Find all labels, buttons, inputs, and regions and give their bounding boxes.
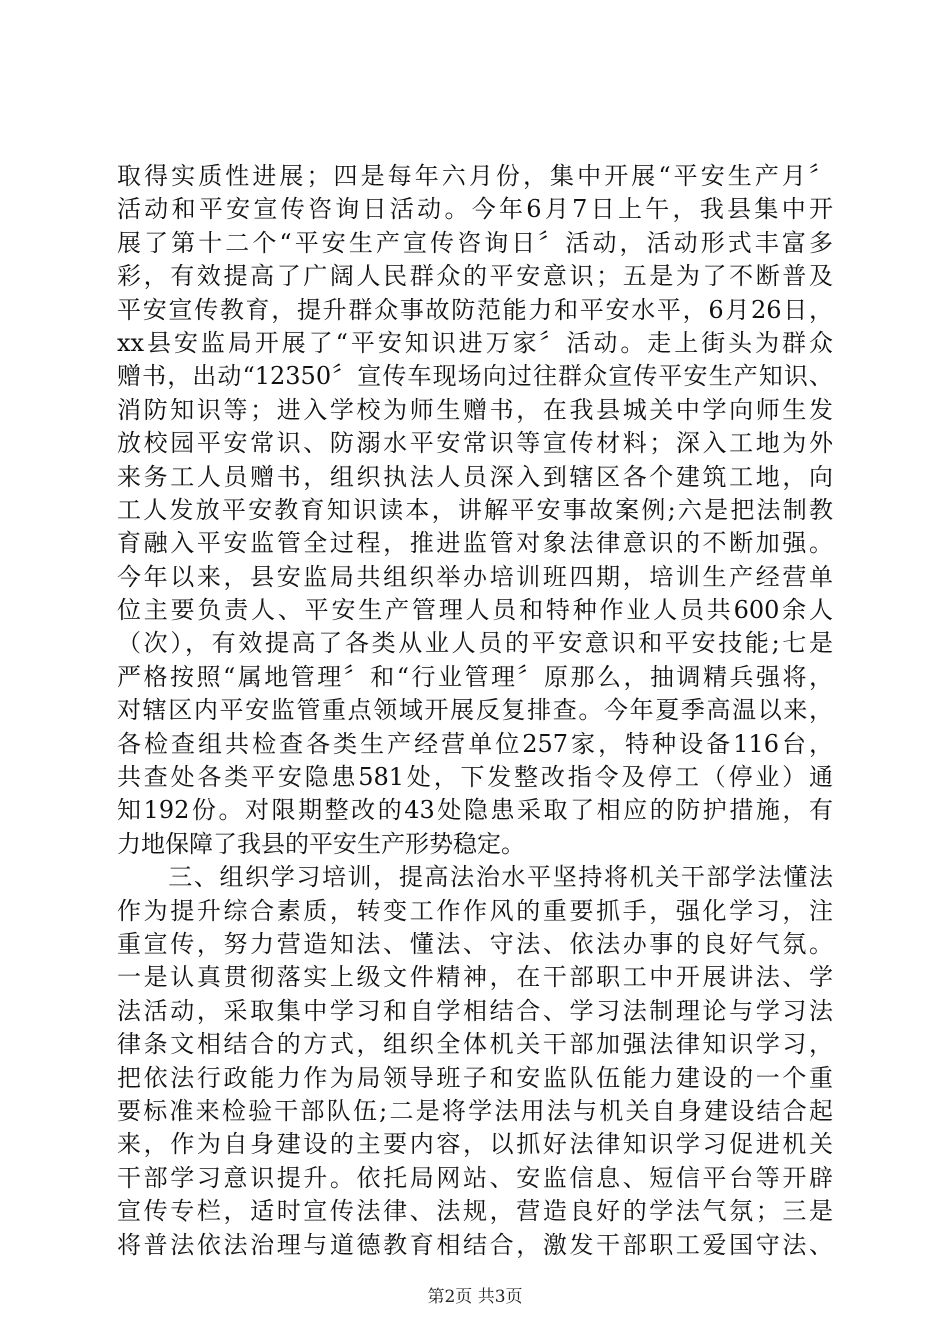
text-line: 法活动，采取集中学习和自学相结合、学习法制理论与学习法 <box>117 996 833 1025</box>
text-line: 共查处各类平安隐患581处，下发整改指令及停工（停业）通 <box>117 763 833 792</box>
text-line: 律条文相结合的方式，组织全体机关干部加强法律知识学习， <box>117 1030 833 1059</box>
text-line: 平安宣传教育，提升群众事故防范能力和平安水平，6月26日， <box>117 295 833 324</box>
text-line: 彩，有效提高了广阔人民群众的平安意识；五是为了不断普及 <box>117 262 833 291</box>
text-line: 重宣传，努力营造知法、懂法、守法、依法办事的良好气氛。 <box>117 929 833 958</box>
section-heading-line: 三、组织学习培训，提高法治水平坚持将机关干部学法懂法 <box>117 863 833 892</box>
text-line: 展了第十二个“平安生产宣传咨询日〞活动，活动形式丰富多 <box>117 228 833 257</box>
document-body <box>117 160 833 1262</box>
text-line: 将普法依法治理与道德教育相结合，激发干部职工爱国守法、 <box>117 1230 833 1259</box>
text-line: 宣传专栏，适时宣传法律、法规，营造良好的学法气氛；三是 <box>117 1197 833 1226</box>
text-line: 来，作为自身建设的主要内容，以抓好法律知识学习促进机关 <box>117 1130 833 1159</box>
text-line: 作为提升综合素质，转变工作作风的重要抓手，强化学习，注 <box>117 896 833 925</box>
text-line: （次），有效提高了各类从业人员的平安意识和平安技能;七是 <box>117 629 833 658</box>
text-line: 来务工人员赠书，组织执法人员深入到辖区各个建筑工地，向 <box>117 462 833 491</box>
text-line: 活动和平安宣传咨询日活动。今年6月7日上午，我县集中开 <box>117 195 833 224</box>
paragraph-end-line: 力地保障了我县的平安生产形势稳定。 <box>117 829 525 858</box>
text-line: 放校园平安常识、防溺水平安常识等宣传材料；深入工地为外 <box>117 429 833 458</box>
text-line: 干部学习意识提升。依托局网站、安监信息、短信平台等开辟 <box>117 1163 833 1192</box>
text-line: 消防知识等；进入学校为师生赠书，在我县城关中学向师生发 <box>117 395 833 424</box>
text-line: 把依法行政能力作为局领导班子和安监队伍能力建设的一个重 <box>117 1063 833 1092</box>
text-line: 工人发放平安教育知识读本，讲解平安事故案例;六是把法制教 <box>117 495 833 524</box>
text-line: 各检查组共检查各类生产经营单位257家，特种设备116台， <box>117 729 833 758</box>
text-line: 一是认真贯彻落实上级文件精神，在干部职工中开展讲法、学 <box>117 963 833 992</box>
text-line: xx县安监局开展了“平安知识进万家〞活动。走上街头为群众 <box>117 328 833 357</box>
text-line: 对辖区内平安监管重点领域开展反复排查。今年夏季高温以来， <box>117 696 833 725</box>
page-number-footer: 第2页 共3页 <box>427 1287 523 1307</box>
text-line: 位主要负责人、平安生产管理人员和特种作业人员共600余人 <box>117 596 833 625</box>
text-line: 严格按照“属地管理〞和“行业管理〞原那么，抽调精兵强将， <box>117 662 833 691</box>
text-line: 赠书，出动“12350〞宣传车现场向过往群众宣传平安生产知识、 <box>117 362 833 391</box>
text-line: 今年以来，县安监局共组织举办培训班四期，培训生产经营单 <box>117 562 833 591</box>
text-line: 要标准来检验干部队伍;二是将学法用法与机关自身建设结合起 <box>117 1096 833 1125</box>
text-line: 育融入平安监管全过程，推进监管对象法律意识的不断加强。 <box>117 529 833 558</box>
text-line: 知192份。对限期整改的43处隐患采取了相应的防护措施，有 <box>117 796 833 825</box>
text-line: 取得实质性进展；四是每年六月份，集中开展“平安生产月〞 <box>117 162 833 190</box>
